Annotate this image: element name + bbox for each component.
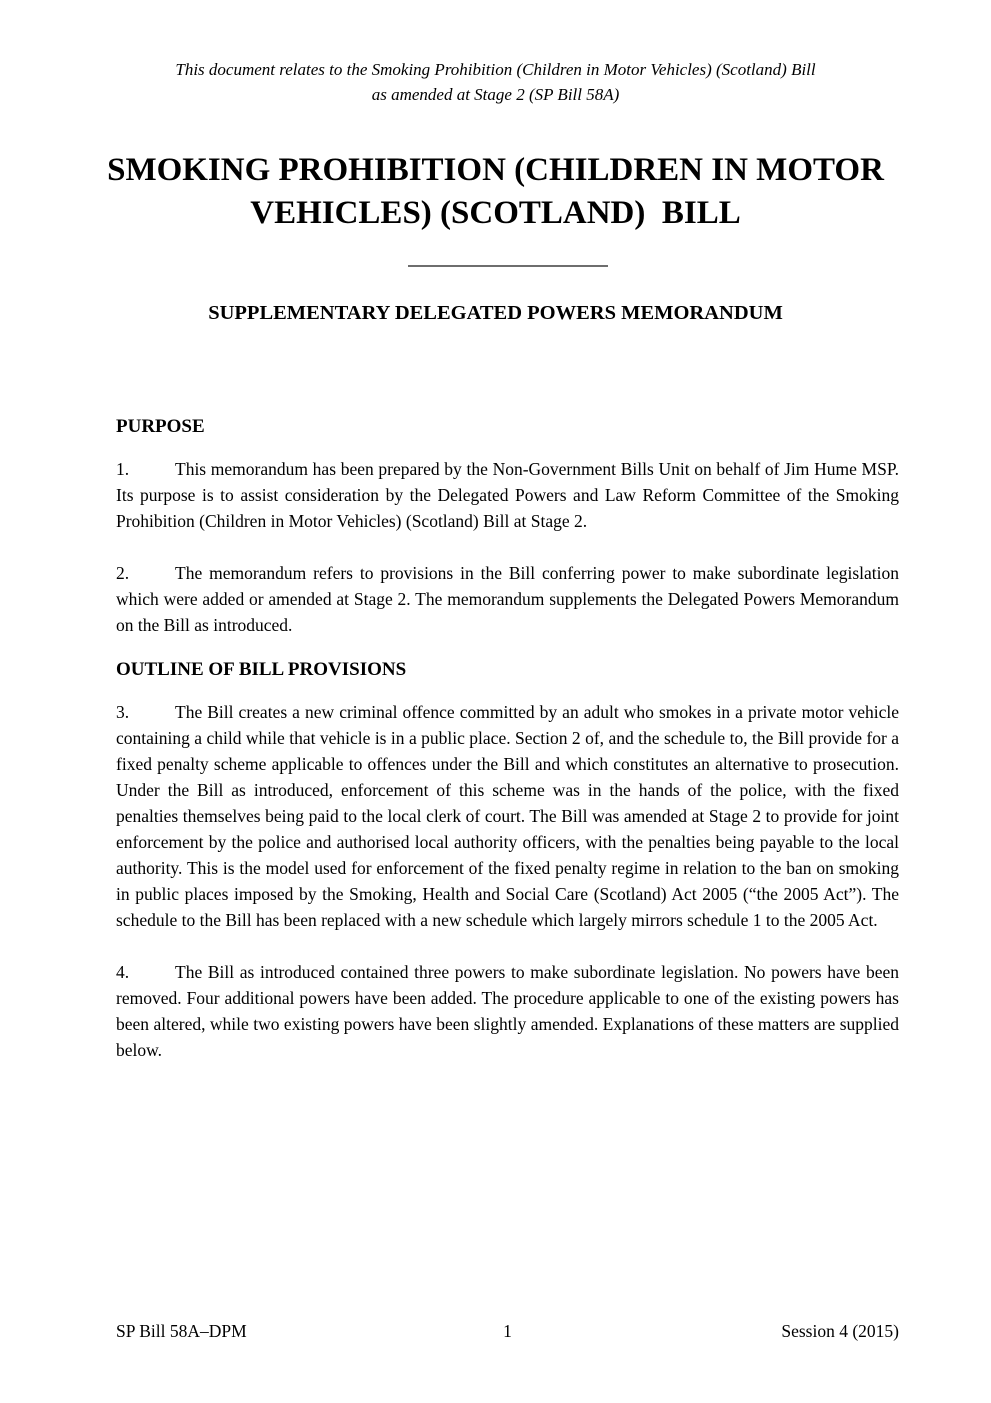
document-title-line-1: SMOKING PROHIBITION (CHILDREN IN MOTOR xyxy=(107,152,884,188)
document-title xyxy=(0,149,991,235)
paragraph-4-text: The Bill as introduced contained three powers to make subordinate legislation. No powers have been removed. Four additional powers have been added. The procedure applicable to one of the existing powers has been altered, while two existing powers have been slightly amended. Explanations of these matters are supplied below. xyxy=(116,962,899,1060)
section-purpose xyxy=(116,415,899,638)
page-footer xyxy=(116,1318,899,1344)
paragraph-3-text: The Bill creates a new criminal offence committed by an adult who smokes in a private motor vehicle containing a child while that vehicle is in a public place. Section 2 of, and the schedule to, the Bill provide for a fixed penalty scheme applicable to offences under the Bill and which constitutes an alternative to prosecution. Under the Bill as introduced, enforcement of this scheme was in the hands of the police, with the fixed penalties themselves being paid to the local clerk of court. The Bill was amended at Stage 2 to provide for joint enforcement by the police and authorised local authority officers, with the penalties being payable to the local authority. This is the model used for enforcement of the fixed penalty regime in relation to the ban on smoking in public places imposed by the Smoking, Health and Social Care (Scotland) Act 2005 (“the 2005 Act”). The schedule to the Bill has been replaced with a new schedule which largely mirrors schedule 1 to the 2005 Act. xyxy=(116,702,899,930)
paragraph-4 xyxy=(116,959,899,1063)
section-heading-outline: OUTLINE OF BILL PROVISIONS xyxy=(116,659,407,680)
title-divider-rule xyxy=(408,265,608,267)
paragraph-1 xyxy=(116,456,899,534)
section-outline-of-bill-provisions xyxy=(116,658,899,1063)
footer-page-number: 1 xyxy=(503,1321,512,1341)
header-note xyxy=(0,0,991,107)
paragraph-2 xyxy=(116,560,899,638)
document-body xyxy=(0,415,991,1063)
paragraph-2-number: 2. xyxy=(116,563,130,583)
paragraph-1-text: This memorandum has been prepared by the Non-Government Bills Unit on behalf of Jim Hume MSP. Its purpose is to assist consideration by the Delegated Powers and Law Reform Committee of the Smoking Prohibition (Children in Motor Vehicles) (Scotland) Bill at Stage 2. xyxy=(116,459,899,531)
document-title-line-2: VEHICLES) (SCOTLAND) BILL xyxy=(250,195,741,231)
document-subtitle: SUPPLEMENTARY DELEGATED POWERS MEMORANDUM xyxy=(208,302,783,324)
paragraph-3-number: 3. xyxy=(116,702,130,722)
paragraph-4-number: 4. xyxy=(116,962,130,982)
header-note-line-1: This document relates to the Smoking Prohibition (Children in Motor Vehicles) (Scotland) Bill xyxy=(175,60,816,79)
footer-session-label: Session 4 (2015) xyxy=(781,1321,899,1341)
section-heading-purpose: PURPOSE xyxy=(116,416,205,437)
paragraph-3 xyxy=(116,699,899,933)
header-note-line-2: as amended at Stage 2 (SP Bill 58A) xyxy=(371,85,620,104)
footer-bill-reference: SP Bill 58A–DPM xyxy=(116,1321,247,1341)
paragraph-1-number: 1. xyxy=(116,459,130,479)
paragraph-2-text: The memorandum refers to provisions in the Bill conferring power to make subordinate legislation which were added or amended at Stage 2. The memorandum supplements the Delegated Powers Memorandum on the Bill as introduced. xyxy=(116,563,899,635)
